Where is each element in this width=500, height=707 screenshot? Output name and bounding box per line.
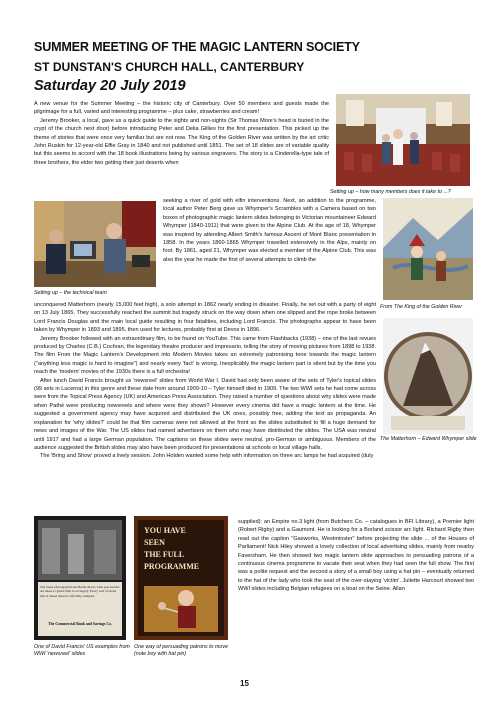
- slide-text-seen: SEEN: [144, 538, 165, 547]
- paragraph: unconquered Matterhorn (nearly 15,000 feet high), a solo attempt in 1862 nearly ending in disaster. Finally, he set out with a party of eight on 13 July 1865. They successfully reached the summit but tragedy struck on the way down when one slipped and the rope broke between Lord Francis Douglas and the main local guide resulting in four fatalities, including Lord Francis. The photographs appear to have been taken by Whymper in 1893 and 1895, then used for lectures, probably first at Devos in 1896.: [34, 302, 376, 334]
- paragraph: Jeremy Brooker, a local, gave us a quick guide to the sights and non-sights (Sir Thomas More's head is buried in the crypt of the church next door) before introducing Peter and Delia Gillies for the first presentation. This picked up the theme of stories that were once very familiar but are not now. The King of the Golden River was written by the art critic John Ruskin for 12-year-old Effie Gray in 1840 and not published until 1851. The set of 18 slides are of variable quality but this seems to accord with the 18 book illustrations being by various engravers. The story is a Cinderella-type tale of three brothers, the elder two getting their just deserts when: [34, 117, 329, 166]
- paragraph: A new venue for the Summer Meeting – the historic city of Canterbury. Over 50 members and guests made the pilgrimage for a full, varied and interesting programme – plus cake, strawberries and cream!: [34, 101, 329, 116]
- photo-hall-setup: [336, 94, 470, 186]
- paragraph: seeking a river of gold with elfin interventions. Next, an addition to the programme, local author Peter Berg gave us Whymper's Scrambles with a Camera based on two boxes of photographic magic lantern slides belonging to Victorian mountaineer Edward Whymper (1840-1911) that were given to the Alpine Club. At the age of 18, Whymper was inspired by attending Albert Smith's famous Ascent of Mont Blanc presentation in 1858. In the years 1860-1865 Whymper travelled extensively in the Alps, mainly on foot. By 1861, aged 21, Whymper was elected a member of the Alpine Club. This was also the year he made the first of several attempts to climb the: [163, 198, 376, 263]
- paragraph: supplied): an Empire no.3 light (from Butchers Co. – catalogues in BFI Library), a Premier light (Robert Rigby) and a Gaumont. He is looking for a Borland scissor arc light. Richard Rigby then read out the caption "Gasworks, Westminster" before projecting the slide ... of the Houses of Parliament! Nick Hiley showed a lovely collection of local advertising slides, mainly from nearby Faversham. He then showed two magic lantern slide approaches to persuading patrons of a continuous cinema programme to vacate their seat when they had seen the full show. The first was a polite request and the second a story of a small boy using a hat pin – eventually returned to the hat of the lady who took the seat of the over-staying 'victim'. Juliette Harcourt showed two WWI slides including Belgian refugees on a boat on the Seine. Allan: [238, 519, 474, 593]
- slide-matterhorn: [383, 318, 473, 434]
- caption-golden-river: From The King of the Golden River: [380, 304, 463, 310]
- slide-newsreel: [34, 516, 126, 640]
- text-block-bring-and-show: [238, 518, 474, 594]
- caption-matterhorn: The Matterhorn – Edward Whymper slide: [380, 436, 477, 442]
- slide-text-programme: PROGRAMME: [144, 562, 200, 571]
- slide-full-programme: [134, 516, 228, 640]
- paragraph: After lunch David Francis brought us 'newsreel' slides from World War I. David had only been aware of the sets of Tyler's topical slides (99 sets in Lucerna) in this genre and these date from around 1909-10 – Tyler himself died in 1909. The two WWI sets he had come across were from the Topical Press Agency (UK) and American Press Association. They raised a number of questions about why slides were made when Pathé were producing newsreels and where were they shown? However every cinema did have a magic lantern at the time. He suggested a government agency may have acquired and distributed the UK ones, possibly free, adding the text as propaganda. An explanation for 'why slides?' could be that film cameras were not allowed at the front so the slides substituted to fill a huge demand for news and images of the War. The US slides had named advertisers on them who may have distributed the slides. The USA was neutral until 1917 and had a large German population. The captions on these slides were neutral, pro-German or ambiguous. Members of the audience suggested the British slides may also have been produced for presentations at schools or local village halls.: [34, 377, 376, 451]
- text-block-main: [34, 301, 376, 461]
- page-number: 15: [240, 679, 249, 688]
- slide-text-you-have: YOU HAVE: [144, 526, 186, 535]
- article-venue: ST DUNSTAN'S CHURCH HALL, CANTERBURY: [34, 60, 305, 74]
- paragraph: Jeremy Brooker followed with an extraordinary film, to be found on YouTube. This came from Flashbacks (1938) – one of the last revues produced by Charles (C.B.) Cochran, the legendary theatre producer and impresario, telling the story of moving pictures from 1898 to 1938. The film From the Magic Lantern's Development into Modern Movies takes an extremely patronising tone towards the magic lantern ("anything less magic is hard to imagine") and nearly every 'fact' is wrong. Inexplicably the magic lantern part is silent but by the time you reach the 'modern' movies of the 1930s there is a full orchestra!: [34, 335, 376, 376]
- article-date: Saturday 20 July 2019: [34, 78, 186, 94]
- newsreel-slide-text: The latest photograph from Berlin shows what precautions are taken to guard their food supply. Every loaf of bread that is baked must be officially stamped.: [40, 585, 120, 598]
- caption-technical-team: Setting up – the technical team: [34, 290, 107, 296]
- newsreel-slide-bank: The Commercial Bank and Savings Co.: [48, 622, 112, 626]
- slide-golden-river: [383, 198, 473, 300]
- caption-newsreel: One of David Francis' US examples from WWI 'newsreel' slides: [34, 644, 130, 657]
- caption-persuade: One way of persuading patrons to move (note boy with hat pin): [134, 644, 228, 657]
- slide-text-the-full: THE FULL: [144, 550, 185, 559]
- text-block-whymper: [163, 197, 376, 264]
- article-title: SUMMER MEETING OF THE MAGIC LANTERN SOCIETY: [34, 40, 360, 54]
- photo-technical-team: [34, 201, 156, 287]
- text-block-intro: [34, 100, 329, 167]
- paragraph: The 'Bring and Show' proved a lively session. John Holden wanted some help with information on three arc lamps he had acquired (duly: [40, 453, 374, 460]
- caption-setting-up: Setting up – how many members does it take to ...?: [330, 189, 451, 195]
